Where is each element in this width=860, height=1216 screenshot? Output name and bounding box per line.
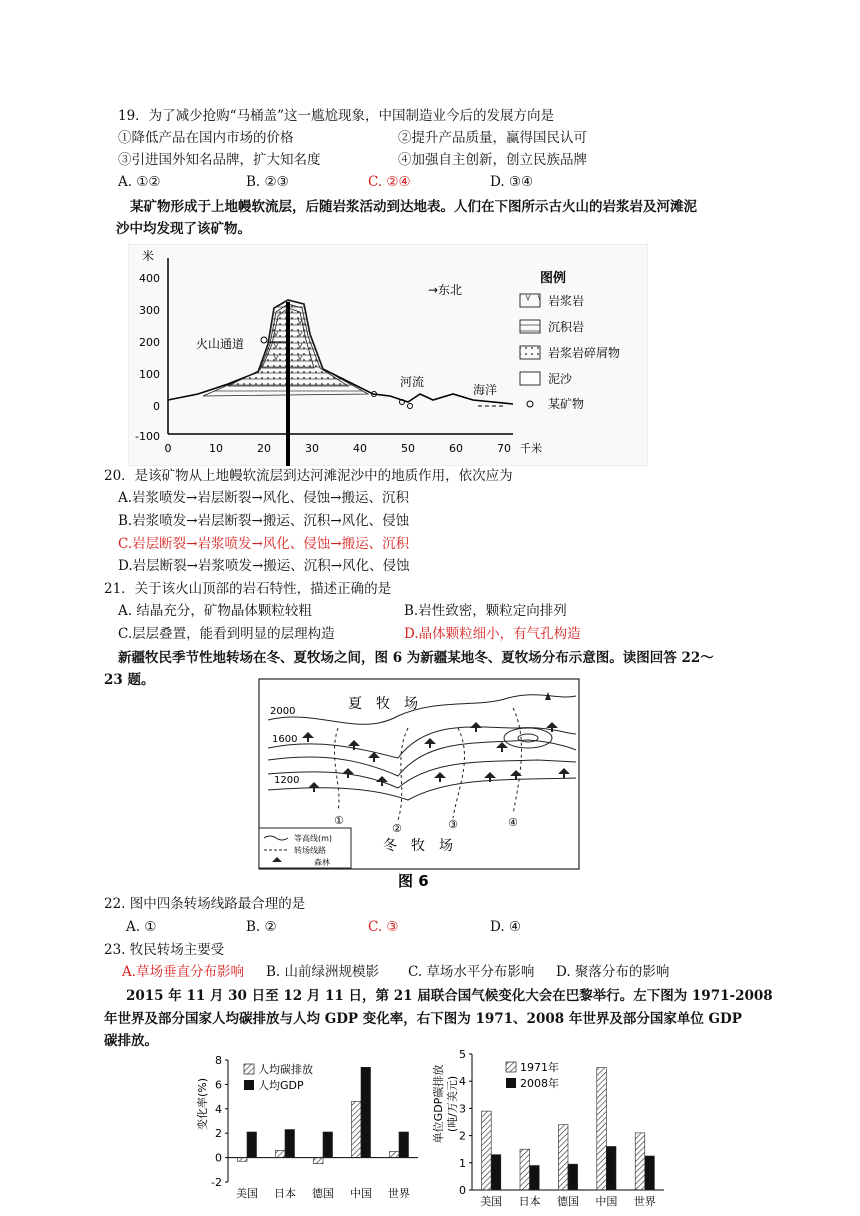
y-tick-label: 4 — [215, 1102, 222, 1116]
q23-choice-a: A.草场垂直分布影响 — [122, 964, 245, 980]
figure-caption: 图 6 — [398, 872, 429, 890]
legend-entry: 人均碳排放 — [258, 1063, 313, 1076]
q23-choice-c: C. 草场水平分布影响 — [408, 964, 535, 980]
contour-label: 1200 — [274, 775, 300, 786]
bar-2008年-世界 — [645, 1156, 655, 1190]
q20-choice-c: C.岩层断裂→岩浆喷发→风化、侵蚀→搬运、沉积 — [118, 536, 410, 552]
intro1-line2: 沙中均发现了该矿物。 — [116, 221, 251, 237]
bar-2008年-美国 — [491, 1155, 501, 1190]
bar-1971年-世界 — [635, 1133, 645, 1190]
bar-人均GDP-美国 — [247, 1132, 257, 1158]
legend-item: 转场线路 — [294, 846, 326, 855]
y-axis-label: 单位GDP碳排放 — [432, 1064, 445, 1144]
contour-label: 1600 — [272, 734, 298, 745]
q19-stem: 19．为了减少抢购“马桶盖”这一尴尬现象，中国制造业今后的发展方向是 — [118, 108, 554, 124]
route-marker: ② — [392, 822, 402, 835]
y-tick-label: 2 — [215, 1127, 222, 1141]
chart2-plot — [459, 1048, 664, 1208]
legend-title: 图例 — [540, 271, 567, 286]
bar-2008年-中国 — [606, 1146, 616, 1190]
x-tick-label: 德国 — [312, 1187, 334, 1200]
y-tick: 100 — [139, 368, 160, 381]
q19-option-4: ④加强自主创新，创立民族品牌 — [398, 152, 587, 168]
y-tick: 300 — [139, 304, 160, 317]
legend-item: 等高线(m) — [294, 834, 333, 843]
x-tick-label: 中国 — [350, 1187, 372, 1200]
q23-choice-d: D. 聚落分布的影响 — [556, 964, 670, 980]
winter-pasture-label: 冬 牧 场 — [383, 838, 453, 854]
river-label: 河流 — [400, 375, 425, 389]
x-tick: 0 — [164, 442, 172, 455]
bar-1971年-德国 — [558, 1125, 568, 1190]
legend-item: 岩浆岩碎屑物 — [548, 346, 621, 360]
q20-stem: 20．是该矿物从上地幔软流层到达河滩泥沙中的地质作用，依次应为 — [104, 468, 513, 484]
q20-choice-a: A.岩浆喷发→岩层断裂→风化、侵蚀→搬运、沉积 — [118, 490, 409, 506]
legend-item: 某矿物 — [548, 397, 585, 411]
carbon-intensity-chart — [430, 1044, 670, 1216]
legend-item: 沉积岩 — [548, 320, 585, 334]
legend-item: 森林 — [314, 858, 330, 867]
x-tick: 60 — [449, 442, 463, 455]
q23-stem: 23. 牧民转场主要受 — [104, 942, 225, 958]
legend-item: 岩浆岩 — [548, 294, 585, 308]
x-tick-label: 日本 — [274, 1187, 296, 1200]
y-tick: 200 — [139, 336, 160, 349]
y-tick: 0 — [153, 400, 160, 413]
intro3-line1: 2015 年 11 月 30 日至 12 月 11 日，第 21 届联合国气候变化大会在巴黎举行。左下图为 1971-2008 — [126, 988, 773, 1004]
x-tick: 10 — [209, 442, 223, 455]
q22-choice-a: A. ① — [126, 919, 157, 935]
bar-1971年-中国 — [597, 1068, 607, 1190]
x-tick: 40 — [353, 442, 367, 455]
chart1-plot — [211, 1054, 418, 1200]
x-tick-label: 德国 — [557, 1195, 579, 1208]
legend-item: 泥沙 — [548, 372, 573, 386]
bar-人均GDP-德国 — [323, 1132, 333, 1158]
x-tick: 70 — [497, 442, 511, 455]
route-marker: ③ — [448, 818, 458, 831]
bar-人均碳排放-德国 — [314, 1158, 324, 1164]
bar-人均碳排放-美国 — [238, 1158, 248, 1162]
volcano-section-figure — [128, 244, 648, 466]
q19-choice-a: A. ①② — [118, 174, 161, 190]
y-tick-label: 6 — [215, 1078, 222, 1092]
q19-option-1: ①降低产品在国内市场的价格 — [118, 130, 294, 146]
legend-entry: 人均GDP — [258, 1079, 304, 1092]
y-tick: -100 — [135, 430, 160, 443]
intro2-line2: 23 题。 — [104, 672, 155, 688]
q22-choice-b: B. ② — [246, 919, 277, 935]
ocean-label: 海洋 — [473, 383, 498, 397]
intro3-line3: 碳排放。 — [104, 1033, 158, 1049]
route-marker: ④ — [508, 816, 518, 829]
intro2-line1: 新疆牧民季节性地转场在冬、夏牧场之间，图 6 为新疆某地冬、夏牧场分布示意图。读图回答 22～ — [118, 650, 714, 666]
y-tick-label: 1 — [459, 1156, 466, 1170]
bar-1971年-日本 — [520, 1149, 530, 1190]
q20-choice-d: D.岩层断裂→岩浆喷发→搬运、沉积→风化、侵蚀 — [118, 558, 410, 574]
x-tick: 50 — [401, 442, 415, 455]
x-unit-label: 千米 — [520, 442, 542, 455]
bar-人均碳排放-日本 — [276, 1150, 286, 1157]
pasture-map-figure — [258, 678, 580, 892]
q19-option-3: ③引进国外知名品牌，扩大知名度 — [118, 152, 321, 168]
x-tick-label: 日本 — [518, 1195, 541, 1208]
q23-choice-b: B. 山前绿洲规模影 — [266, 964, 380, 980]
contour-label: 2000 — [270, 706, 296, 717]
legend-entry: 2008年 — [520, 1077, 559, 1090]
q19-option-2: ②提升产品质量，赢得国民认可 — [398, 130, 587, 146]
y-tick-label: 8 — [215, 1054, 222, 1067]
bar-2008年-日本 — [530, 1166, 540, 1190]
y-tick-label: -2 — [211, 1176, 222, 1189]
q22-choice-d: D. ④ — [490, 919, 522, 935]
q21-choice-a: A. 结晶充分，矿物晶体颗粒较粗 — [118, 603, 312, 619]
q21-choice-b: B.岩性致密，颗粒定向排列 — [404, 603, 567, 619]
intro1-line1: 某矿物形成于上地幔软流层，后随岩浆活动到达地表。人们在下图所示古火山的岩浆岩及河滩泥 — [130, 199, 697, 215]
bar-人均碳排放-世界 — [390, 1152, 400, 1158]
q19-choice-d: D. ③④ — [490, 174, 534, 190]
y-axis-unit: (吨/万美元) — [446, 1075, 459, 1133]
q21-choice-c: C.层层叠置，能看到明显的层理构造 — [118, 626, 335, 642]
x-tick-label: 美国 — [236, 1187, 258, 1200]
y-tick-label: 5 — [459, 1048, 466, 1061]
x-tick-label: 世界 — [388, 1187, 410, 1200]
bar-人均GDP-日本 — [285, 1130, 295, 1158]
bar-人均GDP-世界 — [399, 1132, 409, 1158]
y-tick: 400 — [139, 272, 160, 285]
q20-choice-b: B.岩浆喷发→岩层断裂→搬运、沉积→风化、侵蚀 — [118, 513, 410, 529]
x-tick: 30 — [305, 442, 319, 455]
x-tick-label: 中国 — [595, 1195, 618, 1208]
x-tick: 20 — [257, 442, 271, 455]
change-rate-chart — [192, 1044, 424, 1216]
vent-label: 火山通道 — [196, 337, 245, 351]
x-tick-label: 美国 — [480, 1195, 503, 1208]
q19-choice-b: B. ②③ — [246, 174, 289, 190]
summer-pasture-label: 夏 牧 场 — [348, 696, 418, 712]
q21-stem: 21．关于该火山顶部的岩石特性，描述正确的是 — [104, 581, 392, 597]
q19-choice-c: C. ②④ — [368, 174, 411, 190]
y-tick-label: 3 — [459, 1102, 466, 1116]
y-tick-label: 4 — [459, 1075, 466, 1089]
q22-choice-c: C. ③ — [368, 919, 399, 935]
q22-stem: 22. 图中四条转场线路最合理的是 — [104, 896, 306, 912]
direction-label: →东北 — [428, 283, 463, 297]
y-tick-label: 0 — [459, 1184, 466, 1197]
legend-entry: 1971年 — [520, 1061, 559, 1074]
x-tick-label: 世界 — [633, 1195, 656, 1208]
intro3-line2: 年世界及部分国家人均碳排放与人均 GDP 变化率，右下图为 1971、2008 年世界及部分国家单位 GDP — [104, 1011, 742, 1027]
y-axis-label: 变化率(%) — [196, 1077, 209, 1131]
route-marker: ① — [334, 814, 344, 827]
bar-人均碳排放-中国 — [352, 1101, 362, 1157]
y-tick-label: 0 — [215, 1151, 222, 1165]
bar-人均GDP-中国 — [361, 1067, 371, 1157]
y-unit-label: 米 — [142, 249, 155, 263]
bar-1971年-美国 — [482, 1111, 492, 1190]
bar-2008年-德国 — [568, 1164, 578, 1190]
q21-choice-d: D.晶体颗粒细小，有气孔构造 — [404, 626, 581, 642]
y-tick-label: 2 — [459, 1129, 466, 1143]
